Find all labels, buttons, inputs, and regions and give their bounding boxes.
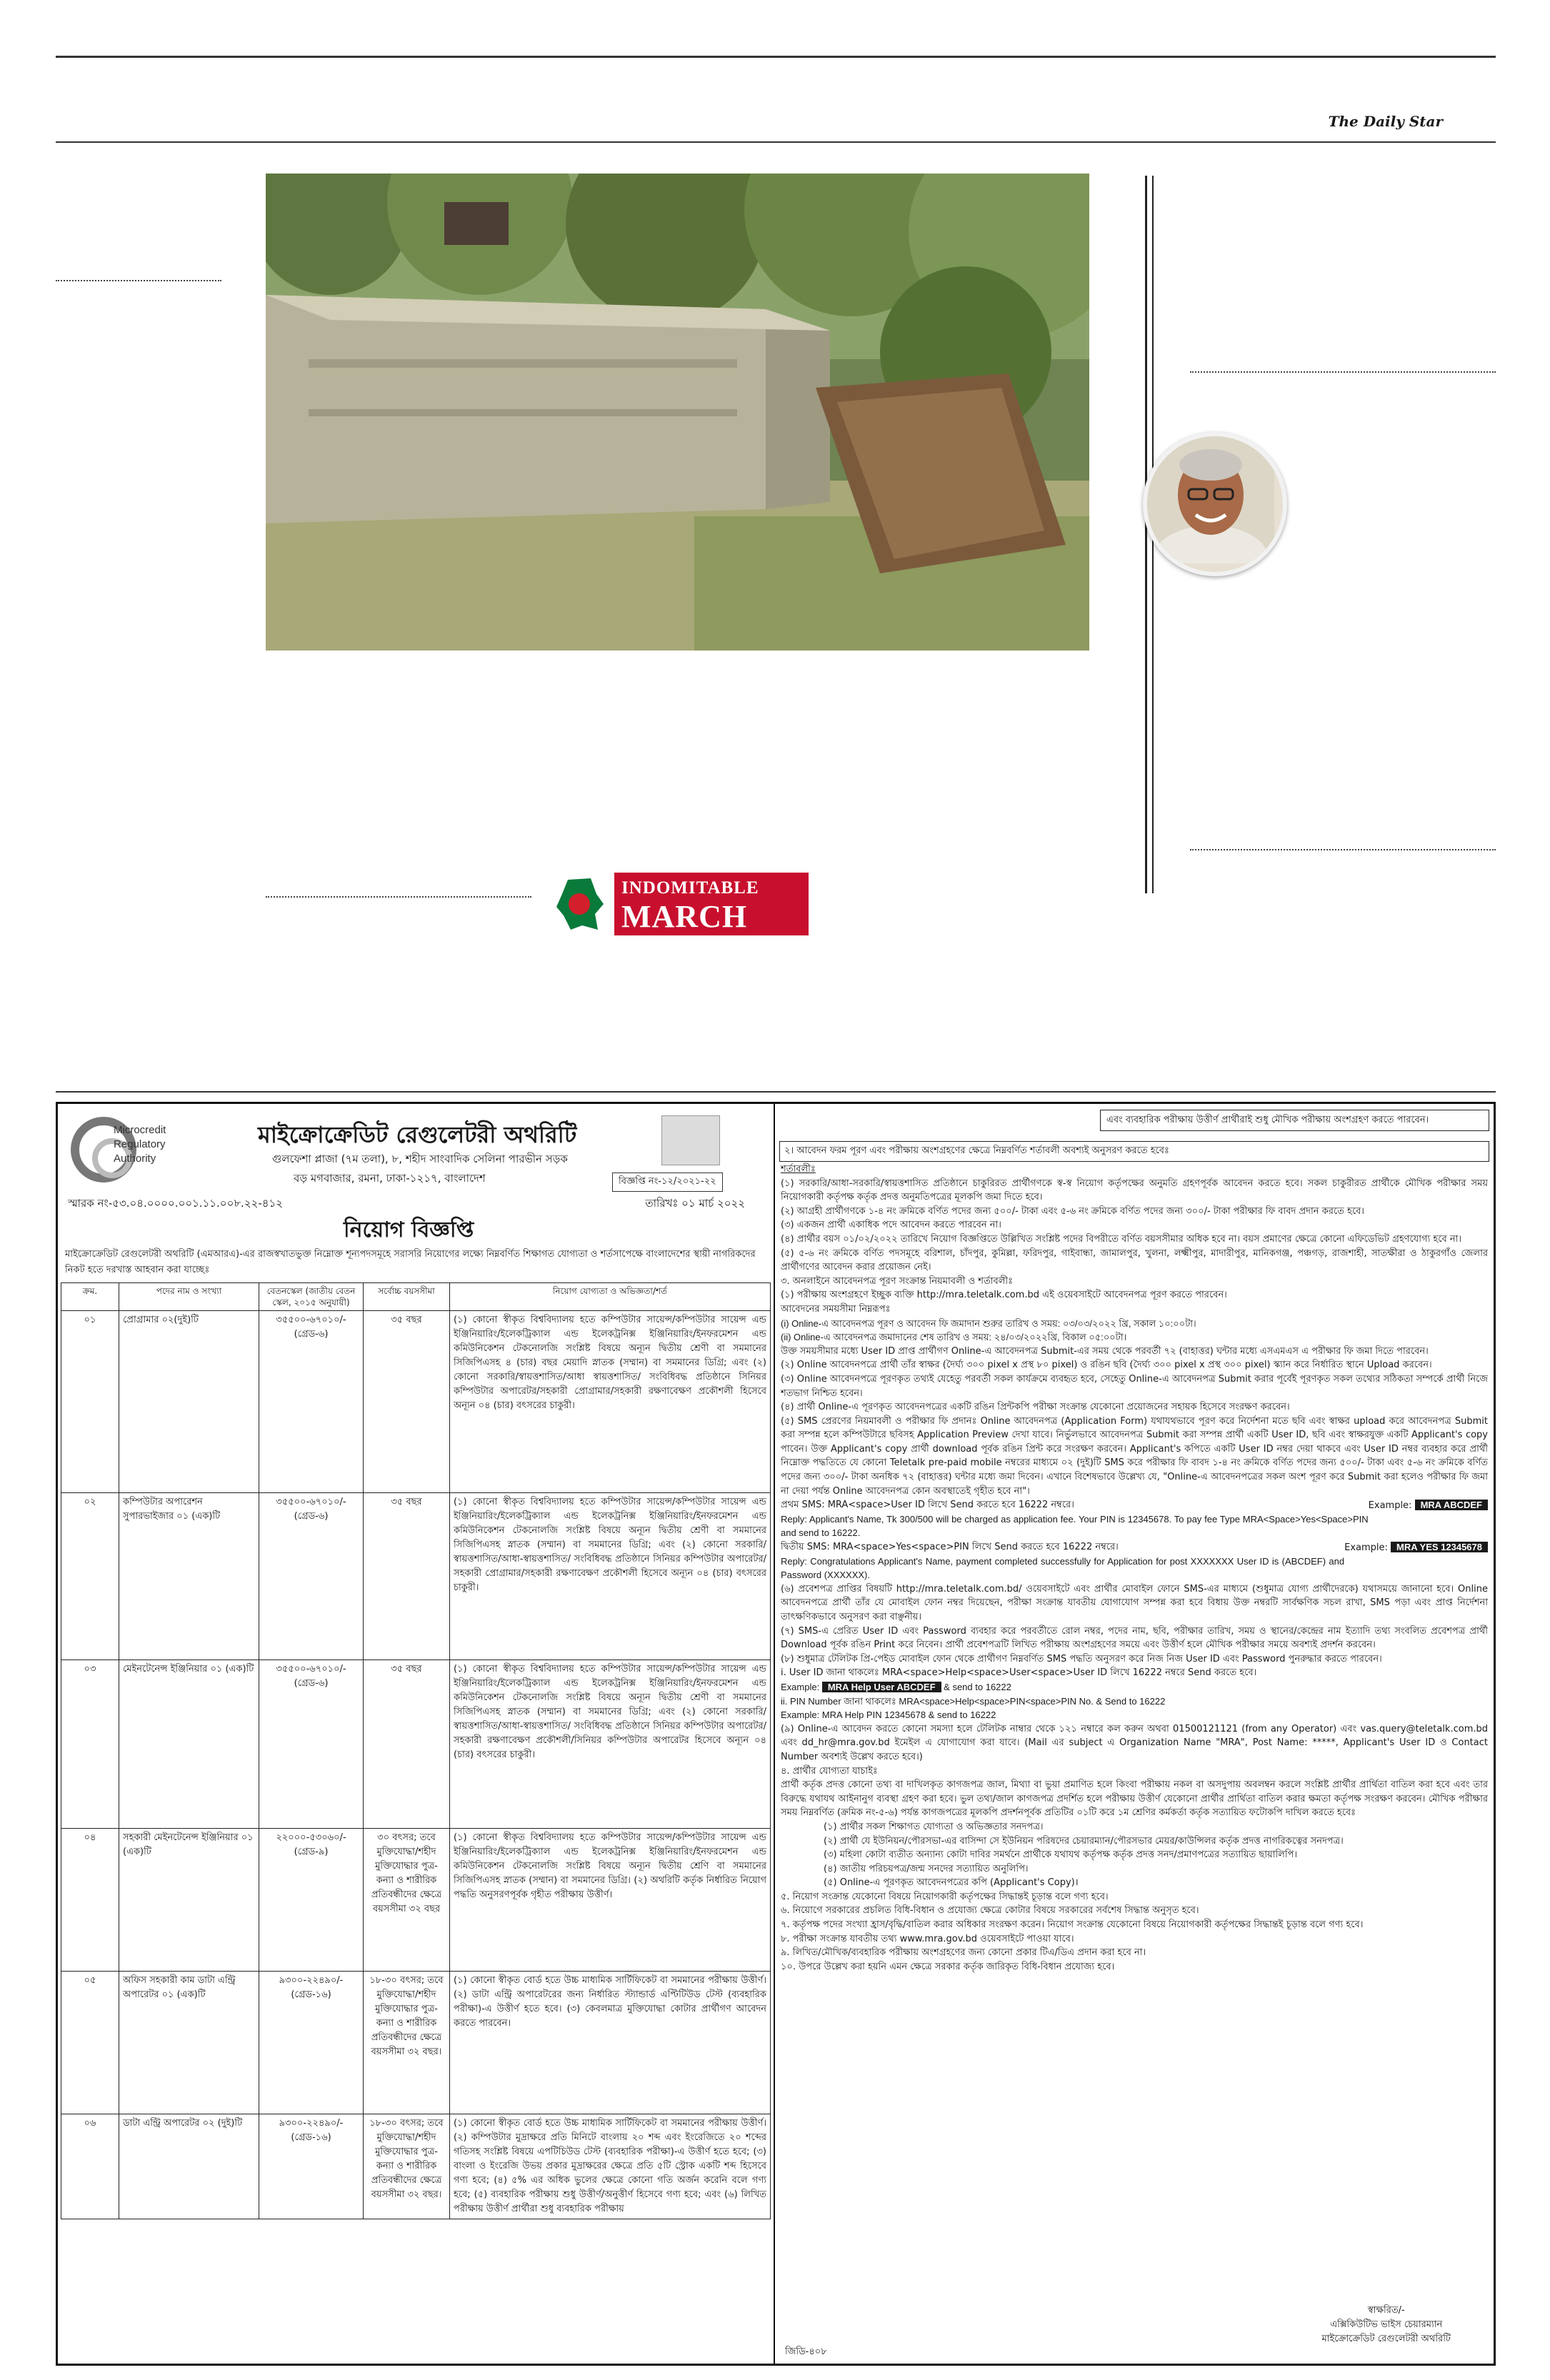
table-row: ০১ প্রোগ্রামার ০২(দুই)টি ৩৫৫০০-৬৭০১০/- (গ্রেড-৬) ৩৫ বছর (১) কোনো স্বীকৃত বিশ্ববিদ্যালয় হতে কম্পিউটার সায়েন্স/কম্পিউটার সায়েন্স এন্ড ইঞ্জিনিয়ারিং/ইলেকট্রিক্যাল এন্ড ইলেকট্রনিক্স ইঞ্জিনিয়ারিং/ইনফরমেশন এন্ড কমিউনিকেশন টেকনোলজি সংশ্লিষ্ট বিষয়ে অন্যূন দ্বিতীয় শ্রেণী বা সমমানের সিজিপিএসহ ৪ (চার) বছর মেয়াদি স্নাতক (সম্মান) বা সমমানের ডিগ্রি; এবং (২) কোনো সরকারি/স্বায়ত্তশাসিত/আধা স্বায়ত্তশাসিত/ সংবিধিবদ্ধ প্রতিষ্ঠানে সিনিয়র কম্পিউটার অপারেটর/সহকারী প্রোগ্রামার/সহকারী রক্ষণাবেক্ষণ প্রকৌশলী হিসেবে অন্যূন ০৪ (চার) বৎসরের চাকুরী। (61, 1311, 771, 1493)
condition-item: ৬. নিয়োগে সরকারের প্রচলিত বিধি-বিধান ও প্রযোজ্য ক্ষেত্রে কোটার বিষয়ে সরকারের সর্বশেষ সিদ্ধান্ত অনুসৃত হবে। (781, 1905, 1199, 1917)
org-address-1: গুলফেশা প্লাজা (৭ম তলা), ৮, শহীদ সাংবাদিক সেলিনা পারভীন সড়ক (272, 1153, 568, 1165)
conditions-title: শর্তাবলীঃ (781, 1164, 816, 1175)
condition-item: (i) Online-এ আবেদনপত্র পূরণ ও আবেদন ফি জমাদান শুরুর তারিখ ও সময়: ০৩/০৩/২০২২ খ্রি, সকাল ১০:০০টা। (781, 1317, 1196, 1329)
sms-2-text: দ্বিতীয় SMS: MRA<space>Yes<space>PIN লিখে Send করতে হবে 16222 নম্বরে। (781, 1542, 1119, 1553)
signature-line-1: স্বাক্ষরিত/- (1367, 2305, 1405, 2316)
notice-date: তারিখঃ ০১ মার্চ ২০২২ (645, 1197, 745, 1210)
signature-line-2: এক্সিকিউটিভ ভাইস চেয়ারম্যান (1330, 2319, 1443, 2330)
sms-2-example: MRA YES 12345678 (1391, 1542, 1488, 1552)
table-row: ০৪ সহকারী মেইনটেনেন্স ইঞ্জিনিয়ার ০১ (এক)টি ২২০০০-৫৩০৬০/- (গ্রেড-৯) ৩০ বৎসর; তবে মুক্তিযোদ্ধা/শহীদ মুক্তিযোদ্ধার পুত্র-কন্যা ও শারীরিক প্রতিবন্ধীদের ক্ষেত্রে বয়সসীমা ৩২ বছর (১) কোনো স্বীকৃত বিশ্ববিদ্যালয় হতে কম্পিউটার সায়েন্স/কম্পিউটার সায়েন্স এন্ড ইঞ্জিনিয়ারিং/ইলেকট্রিক্যাল এন্ড ইলেকট্রনিক্স ইঞ্জিনিয়ারিং/ইনফরমেশন এন্ড কমিউনিকেশন টেকনোলজি সংশ্লিষ্ট বিষয়ে অন্যূন দ্বিতীয় শ্রেণি বা সমমানের সিজিপিএসহ স্নাতক (সম্মান) বা সমমানের ডিগ্রি। (২) অথরিটি কর্তৃক নির্ধারিত নিয়োগ পদ্ধতি অনুসরণপূর্বক গৃহীত পরীক্ষায় উত্তীর্ণ। (61, 1829, 771, 1972)
masthead: The Daily Star (1328, 113, 1443, 130)
memo-number: স্মারক নং-৫৩.০৪.০০০০.০০১.১১.০০৮.২২-৪১২ (68, 1197, 283, 1210)
masthead-rule (56, 141, 1496, 143)
condition-item: (৬) প্রবেশপত্র প্রাপ্তির বিষয়টি http://mra.teletalk.com.bd/ ওয়েবসাইটে এবং প্রার্থীর মোবাইল ফোনে SMS-এর মাধ্যমে (শুধুমাত্র যোগ্য প্রার্থীদেরকে) যথাসময়ে জানানো হবে। Online আবেদনপত্রে প্রার্থী তাঁর যে মোবাইল ফোন নম্বর দিয়েছেন, পরীক্ষা সংক্রান্ত যাবতীয় যোগাযোগ সম্পন্ন করা হবে বিধায় উক্ত নম্বরটি সার্বক্ষণিক সচল রাখা, SMS পড়া এবং প্রাপ্ত নির্দেশনা তাৎক্ষণিকভাবে অনুসরণ করা বাঞ্ছনীয়। (781, 1583, 1488, 1622)
mra-logo (71, 1117, 214, 1195)
condition-item: (২) Online আবেদনপত্রে প্রার্থী তাঁর স্বাক্ষর (দৈর্ঘ্য ৩০০ pixel x প্রস্থ ৮০ pixel) ও রঙিন ছবি (দৈর্ঘ্য ৩০০ pixel x প্রস্থ ৩০০ pixel) স্ক্যান করে নির্ধারিত স্থানে Upload করবেন। (781, 1360, 1432, 1371)
col-header-req: নিয়োগ যোগ্যতা ও অভিজ্ঞতা/শর্ত (450, 1283, 771, 1311)
help-1-label: Example: (781, 1681, 820, 1692)
condition-item: (ii) Online-এ আবেদনপত্র জমাদানের শেষ তারিখ ও সময়: ২৪/০৩/২০২২খ্রি, বিকাল ০৫:০০টা। (781, 1332, 1127, 1343)
condition-item: প্রার্থী কর্তৃক প্রদত্ত কোনো তথ্য বা দাখিলকৃত কাগজপত্র জাল, মিথ্যা বা ভুয়া প্রমাণিত হলে কিংবা পরীক্ষায় নকল বা অসদুপায় অবলম্বন করলে সংশ্লিষ্ট প্রার্থীর প্রার্থিতা বাতিল করা হবে এবং তার বিরুদ্ধে যথাযথ আইনানুগ ব্যবস্থা গ্রহণ করা হবে। ভুল তথ্য/জাল কাগজপত্র প্রদর্শিত হলে পরীক্ষায় উত্তীর্ণ যেকোনো প্রার্থীর প্রার্থিতা বাতিল করার ক্ষমতা কর্তৃপক্ষ সংরক্ষণ করবেন। মৌখিক পরীক্ষার সময় নিম্নবর্ণিত (ক্রমিক নং-৫-৬) পর্যন্ত কাগজপত্রের মূলকপি প্রদর্শনপূর্বক প্রতিটির ০১টি করে ১ম শ্রেণির কর্মকর্তা কর্তৃক সত্যায়িত ফটোকপি দাখিল করতে হবেঃ (781, 1779, 1488, 1819)
condition-item: ৩. অনলাইনে আবেদনপত্র পূরণ সংক্রান্ত নিয়মাবলী ও শর্তাবলীঃ (781, 1275, 1014, 1287)
logo-line-2: MARCH (621, 899, 748, 934)
condition-item: ৫. নিয়োগ সংক্রান্ত যেকোনো বিষয়ে নিয়োগকারী কর্তৃপক্ষের সিদ্ধান্তই চূড়ান্ত বলে গণ্য হবে। (781, 1891, 1109, 1902)
table-row: ০৬ ডাটা এন্ট্রি অপারেটর ০২ (দুই)টি ৯৩০০-২২৪৯০/- (গ্রেড-১৬) ১৮-৩০ বৎসর; তবে মুক্তিযোদ্ধা/শহীদ মুক্তিযোদ্ধার পুত্র-কন্যা ও শারীরিক প্রতিবন্ধীদের ক্ষেত্রে বয়সসীমা ৩২ বছর। (১) কোনো স্বীকৃত বোর্ড হতে উচ্চ মাধ্যমিক সার্টিফিকেট বা সমমানের পরীক্ষায় উত্তীর্ণ। (২) কম্পিউটার মুদ্রাক্ষরে প্রতি মিনিটে বাংলায় ২০ শব্দ এবং ইংরেজিতে ২০ শব্দের গতিসহ সংশ্লিষ্ট বিষয়ে এপটিচিউড টেস্ট (ব্যবহারিক পরীক্ষা)-এ উত্তীর্ণ হতে হবে; (৩) বাংলা ও ইংরেজি উভয় প্রকার মুদ্রাক্ষরের ক্ষেত্রে প্রতি ৫টি স্ট্রোক একটি শব্দ হিসেবে গণ্য হবে; (৪) ৫% এর অধিক ভুলের ক্ষেত্রে কোনো গতি অর্জন করেনি বলে গণ্য হবে; (৫) ব্যবহারিক পরীক্ষায় শুধু উত্তীর্ণ/অনুত্তীর্ণ হিসেবে গণ্য হবে; এবং (৬) লিখিত পরীক্ষায় উত্তীর্ণ প্রার্থীরা শুধু ব্যবহারিক পরীক্ষায় (61, 2114, 771, 2219)
signature-block (1321, 2304, 1451, 2346)
wall-photo-illustration (266, 174, 1089, 651)
sms-2-reply: Reply: Congratulations Applicant's Name, payment completed successfully for Application for post XXXXXXX User ID is (ABCDEF) and Password (XXXXXX). (781, 1555, 1345, 1581)
sms-1-example-label: Example: (1368, 1500, 1412, 1512)
sms-1-reply: Reply: Applicant's Name, Tk 300/500 will be charged as application fee. Your PIN is 12345678. To pay fee Type MRA<Space>Yes<Space>PIN and send to 16222. (781, 1513, 1369, 1539)
condition-item: (১) পরীক্ষায় অংশগ্রহণে ইচ্ছুক ব্যক্তি http://mra.teletalk.com.bd এই ওয়েবসাইটে আবেদনপত্র পূরণ করতে পারবেন। (781, 1290, 1227, 1301)
help-1-example: MRA Help User ABCDEF (822, 1682, 941, 1692)
table-row: ০৫ অফিস সহকারী কাম ডাটা এন্ট্রি অপারেটর ০১ (এক)টি ৯৩০০-২২৪৯০/- (গ্রেড-১৬) ১৮-৩০ বৎসর; তবে মুক্তিযোদ্ধা/শহীদ মুক্তিযোদ্ধার পুত্র-কন্যা ও শারীরিক প্রতিবন্ধীদের ক্ষেত্রে বয়সসীমা ৩২ বছর। (১) কোনো স্বীকৃত বোর্ড হতে উচ্চ মাধ্যমিক সার্টিফিকেট বা সমমানের পরীক্ষায় উত্তীর্ণ। (২) ডাটা এন্ট্রি অপারেটরের জন্য নির্ধারিত স্ট্যান্ডার্ড এপ্টিটিউড টেস্ট (ব্যবহারিক পরীক্ষা)-এ উত্তীর্ণ হতে হবে। (৩) কেবলমাত্র মুক্তিযোদ্ধা কোটার প্রার্থীগণ আবেদন করতে পারবেন। (61, 1972, 771, 2114)
logo-line-1: INDOMITABLE (621, 878, 759, 898)
notice-intro: মাইক্রোক্রেডিট রেগুলেটরী অথরিটি (এমআরএ)-এর রাজস্বখাতভুক্ত নিম্নোক্ত শূন্যপদসমূহে সরাসরি নিয়োগের লক্ষ্যে নিম্নবর্ণিত শিক্ষাগত যোগ্যতা ও শর্তসাপেক্ষে বাংলাদেশের স্থায়ী নাগরিকদের নিকট হতে দরখাস্ত আহবান করা যাচ্ছেঃ (65, 1249, 756, 1275)
right-dotted-rule-1 (1190, 371, 1496, 373)
table-row: ০২ কম্পিউটার অপারেশন সুপারভাইজার ০১ (এক)টি ৩৫৫০০-৬৭০১০/- (গ্রেড-৬) ৩৫ বছর (১) কোনো স্বীকৃত বিশ্ববিদ্যালয় হতে কম্পিউটার সায়েন্স/কম্পিউটার সায়েন্স এন্ড ইঞ্জিনিয়ারিং/ইলেকট্রিক্যাল এন্ড ইলেকট্রনিক্স ইঞ্জিনিয়ারিং/ইনফরমেশন এন্ড কমিউনিকেশন টেকনোলজি সংশ্লিষ্ট বিষয়ে অন্যূন দ্বিতীয় শ্রেণী বা সমমানের সিজিপিএসহ স্নাতক (সম্মান) বা সমমানের ডিগ্রি; এবং (২) কোনো সরকারি/স্বায়ত্তশাসিত/আধা-স্বায়ত্তশাসিত/ সংবিধিবদ্ধ প্রতিষ্ঠানে সিনিয়র কম্পিউটার অপারেটর/সহকারী প্রোগ্রামার/সহকারী রক্ষণাবেক্ষণ প্রকৌশলী হিসেবে অন্যূন ০৪ (চার) বৎসরের চাকুরী। (61, 1493, 771, 1660)
condition-item: (৪) প্রার্থীর বয়স ০১/০২/২০২২ তারিখে নিয়োগ বিজ্ঞপ্তিতে উল্লিখিত সংশ্লিষ্ট পদের বিপরীতে বর্ণিত বয়সসীমার অধিক হবে না। বয়স প্রমাণের ক্ষেত্রে কোনো এফিডেভিট গ্রহণযোগ্য হবে না। (781, 1233, 1462, 1245)
condition-item: উক্ত সময়সীমার মধ্যে User ID প্রাপ্ত প্রার্থীগণ Online-এ আবেদনপত্র Submit-এর সময় থেকে পরবর্তী ৭২ (বাহাত্তর) ঘন্টার মধ্যে এসএমএস এ পরীক্ষার ফি জমা দিতে পারবেন। (781, 1345, 1429, 1357)
col-header-scale: বেতনস্কেল (জাতীয় বেতন স্কেল, ২০১৫ অনুযায়ী) (259, 1283, 364, 1311)
ad-right-panel (775, 1104, 1494, 2364)
condition-item: (১) প্রার্থীর সকল শিক্ষাগত যোগ্যতা ও অভিজ্ঞতার সনদপত্র। (824, 1821, 1044, 1832)
top-rule (56, 56, 1496, 58)
condition-item: ৯. লিখিত/মৌখিক/ব্যবহারিক পরীক্ষায় অংশগ্রহণের জন্য কোনো প্রকার টিএ/ডিএ প্রদান করা হবে না। (781, 1947, 1146, 1959)
col-header-sl: ক্রম. (61, 1283, 119, 1311)
indomitable-march-logo (546, 873, 809, 935)
right-dotted-rule-2 (1190, 849, 1496, 850)
condition-item: (৫) SMS প্রেরণের নিয়মাবলী ও পরীক্ষার ফি প্রদানঃ Online আবেদনপত্র (Application Form) যথাযথভাবে পূরণ করে নির্দেশনা মতে ছবি এবং স্বাক্ষর upload করে আবেদনপত্র Submit করা সম্পন্ন হলে কম্পিউটারে ছবিসহ Application Preview দেখা যাবে। নির্ভুলভাবে আবেদনপত্র Submit করা সম্পন্ন প্রার্থী একটি User ID, ছবি এবং স্বাক্ষরযুক্ত একটি Applicant's copy পাবেন। উক্ত Applicant's copy প্রার্থী download পূর্বক রঙিন প্রিন্ট করে সংরক্ষণ করবেন। Applicant's কপিতে একটি User ID নম্বর দেয়া থাকবে এবং User ID নম্বর ব্যবহার করে প্রার্থী নিম্নোক্ত পদ্ধতিতে যে কোনো Teletalk pre-paid mobile নম্বরের মাধ্যমে ০২ (দুই)টি SMS করে পরীক্ষার ফি বাবদ ১-৪ নং ক্রমিকে বর্ণিত পদের জন্য ৫০০/- টাকা এবং ৫-৬ নং ক্রমিকে বর্ণিত পদের জন্য ৩০০/- টাকা অনধিক ৭২ (বাহাত্তর) ঘন্টার মধ্যে জমা দিবেন। এখানে বিশেষভাবে উল্লেখ্য যে, "Online-এ আবেদনপত্রের সকল অংশ পূরণ করে Submit করা হলেও পরীক্ষার ফি জমা না দেয়া পর্যন্ত Online আবেদনপত্র কোন অবস্থাতেই গৃহীত হবে না"। (781, 1415, 1488, 1497)
org-title: মাইক্রোক্রেডিট রেগুলেটরী অথরিটি (258, 1121, 577, 1148)
signature-line-3: মাইক্রোক্রেডিট রেগুলেটরী অথরিটি (1321, 2334, 1451, 2344)
sms-2-line (781, 1540, 1488, 1555)
map-illustration (546, 873, 614, 935)
table-header-row (61, 1283, 771, 1311)
mujib-centenary-logo (661, 1115, 720, 1165)
help-1-suffix: & send to 16222 (944, 1681, 1011, 1692)
help-1-line (781, 1680, 1488, 1694)
condition-item: i. User ID জানা থাকলেঃ MRA<space>Help<space>User<space>User ID লিখে 16222 নম্বরে Send করতে হবে। (781, 1667, 1257, 1679)
posts-table (61, 1282, 771, 2219)
col-header-post: পদের নাম ও সংখ্যা (119, 1283, 259, 1311)
bangladesh-map-icon (546, 873, 614, 935)
portrait-illustration (1147, 436, 1274, 563)
ad-top-rule (56, 1091, 1496, 1093)
ad-left-panel (58, 1104, 775, 2364)
gd-number: জিডি-৪০৮ (785, 2346, 827, 2357)
org-address-2: বড় মগবাজার, রমনা, ঢাকা-১২১৭, বাংলাদেশ (294, 1172, 486, 1185)
sms-1-example: MRA ABCDEF (1415, 1500, 1488, 1510)
notice-number: বিজ্ঞপ্তি নং-১২/২০২১-২২ (612, 1173, 723, 1192)
condition-item: (৩) একজন প্রার্থী একাধিক পদে আবেদন করতে পারবেন না। (781, 1220, 1001, 1231)
condition-item: ১০. উপরে উল্লেখ করা হয়নি এমন ক্ষেত্রে সরকার কর্তৃক জারিকৃত বিধি-বিধান প্রযোজ্য হবে। (781, 1961, 1115, 1972)
condition-item: আবেদনের সময়সীমা নিম্নরূপঃ (781, 1303, 891, 1315)
mra-logo-text-1: Microcredit (114, 1124, 166, 1136)
left-dotted-rule-1 (56, 280, 221, 281)
condition-item: (৫) ৫-৬ নং ক্রমিকে বর্ণিত পদসমূহে বরিশাল, চাঁদপুর, কুমিল্লা, ফরিদপুর, গাইবান্ধা, জামালপুর, খুলনা, লক্ষ্মীপুর, মাদারীপুর, মানিকগঞ্জ, পঞ্চগড়, রাজশাহী, সাতক্ষীরা ও ঠাকুরগাঁও জেলার প্রার্থীগণের আবেদন করার প্রয়োজন নেই। (781, 1247, 1488, 1273)
condition-item: (৫) Online-এ পূরণকৃত আবেদনপত্রের কপি (Applicant's Copy)। (824, 1877, 1079, 1889)
practical-exam-note: এবং ব্যবহারিক পরীক্ষায় উত্তীর্ণ প্রার্থীরাই শুধু মৌখিক পরীক্ষায় অংশগ্রহণ করতে পারবেন। (1100, 1110, 1489, 1131)
col-header-age: সর্বোচ্চ বয়সসীমা (364, 1283, 450, 1311)
help-2-example: Example: MRA Help PIN 12345678 & send to 16222 (781, 1709, 996, 1721)
condition-item: (৪) জাতীয় পরিচয়পত্র/জন্ম সনদের সত্যায়িত অনুলিপি। (824, 1863, 1029, 1874)
condition-item: (৩) Online আবেদনপত্রে পূরণকৃত তথ্যই যেহেতু পরবর্তী সকল কার্যক্রমে ব্যবহৃত হবে, সেহেতু Online-এ আবেদনপত্র Submit করার পূর্বেই পূরণকৃত সকল তথ্যের সঠিকতা সম্পর্কে প্রার্থী নিজে শতভাগ নিশ্চিত হবেন। (781, 1373, 1488, 1399)
condition-item: (২) প্রার্থী যে ইউনিয়ন/পৌরসভা-এর বাসিন্দা সে ইউনিয়ন পরিষদের চেয়ারম্যান/পৌরসভার মেয়র/কাউন্সিলর কর্তৃক প্রদত্ত নাগরিকত্বের সনদপত্র। (824, 1835, 1344, 1847)
sms-1-line (781, 1498, 1488, 1512)
help-2-line: ii. PIN Number জানা থাকলেঃ MRA<space>Help<space>PIN<space>PIN No. & Send to 16222 (781, 1695, 1166, 1707)
conditions-intro: ২। আবেদন ফরম পূরণ এবং পরীক্ষায় অংশগ্রহণের ক্ষেত্রে নিম্নবর্ণিত শর্তাবলী অবশ্যই অনুসরণ করতে হবেঃ (779, 1141, 1489, 1162)
mra-logo-text-3: Authority (114, 1153, 156, 1165)
condition-item: (৯) Online-এ আবেদন করতে কোনো সমস্যা হলে টেলিটক নাম্বার থেকে ১২১ নম্বারে কল করুন অথবা 01500121121 (from any Operator) এবং vas.query@teletalk.com.bd এবং dd_hr@mra.gov.bd ইমেইল এ যোগাযোগ করা যাবে। (Mail এর subject এ Organization Name "MRA", Post Name: *****, Applicant's User ID ও Contact Number অবশ্যই উল্লেখ করতে হবে।) (781, 1723, 1488, 1762)
column-divider-1 (1145, 176, 1147, 893)
mra-logo-text-2: Regulatory (114, 1138, 166, 1150)
left-dotted-rule-2 (266, 896, 531, 898)
condition-item: ৮. পরীক্ষা সংক্রান্ত যাবতীয় তথ্য www.mra.gov.bd ওয়েবসাইটে পাওয়া যাবে। (781, 1933, 1074, 1944)
columnist-portrait (1143, 432, 1287, 576)
table-row: ০৩ মেইনটেনেন্স ইঞ্জিনিয়ার ০১ (এক)টি ৩৫৫০০-৬৭০১০/- (গ্রেড-৬) ৩৫ বছর (১) কোনো স্বীকৃত বিশ্ববিদ্যালয় হতে কম্পিউটার সায়েন্স/কম্পিউটার সায়েন্স এন্ড ইঞ্জিনিয়ারিং/ইলেকট্রিক্যাল এন্ড ইলেকট্রনিক্স ইঞ্জিনিয়ারিং/ইনফরমেশন এন্ড কমিউনিকেশন টেকনোলজি সংশ্লিষ্ট বিষয়ে অন্যূন দ্বিতীয় শ্রেণী বা সমমানের সিজিপিএসহ স্নাতক (সম্মান) বা সমমানের ডিগ্রি; এবং (২) কোনো সরকারি/স্বায়ত্তশাসিত/আধা-স্বায়ত্তশাসিত/ সংবিধিবদ্ধ প্রতিষ্ঠানে সিনিয়র কম্পিউটার অপারেটর/সহকারী রক্ষণাবেক্ষণ প্রকৌশলী/সিনিয়র কম্পিউটার অপারেটর হিসেবে অন্যূন ০৪ (চার) বৎসরের চাকুরী। (61, 1660, 771, 1829)
condition-item: (৪) প্রার্থী Online-এ পূরণকৃত আবেদনপত্রের একটি রঙিন প্রিন্টকপি পরীক্ষা সংক্রান্ত যেকোনো প্রয়োজনের সহায়ক হিসেবে সংরক্ষণ করবেন। (781, 1402, 1290, 1413)
condition-item: ৪. প্রার্থীর যোগ্যতা যাচাইঃ (781, 1765, 878, 1777)
notice-title: নিয়োগ বিজ্ঞপ্তি (344, 1217, 474, 1242)
condition-item: (৭) SMS-এ প্রেরিত User ID এবং Password ব্যবহার করে পরবর্তীতে রোল নম্বর, পদের নাম, ছবি, পরীক্ষার তারিখ, সময় ও স্থানের/কেন্দ্রের নাম ইত্যাদি তথ্য সংবলিত প্রবেশপত্র প্রার্থী Download পূর্বক রঙিন Print করে নিবেন। প্রার্থী প্রবেশপত্রটি লিখিত পরীক্ষায় অংশগ্রহণের সময়ে এবং উত্তীর্ণ হলে মৌখিক পরীক্ষার সময়ে অবশ্যই প্রদর্শন করবেন। (781, 1625, 1488, 1651)
sms-2-example-label: Example: (1344, 1542, 1388, 1554)
condition-item: ৭. কর্তৃপক্ষ পদের সংখ্যা হ্রাস/বৃদ্ধি/বাতিল করার অধিকার সংরক্ষণ করেন। নিয়োগ সংক্রান্ত যেকোনো বিষয়ে নিয়োগকারী কর্তৃপক্ষের সিদ্ধান্তই চূড়ান্ত বলে গণ্য হবে। (781, 1919, 1364, 1931)
condition-item: (১) সরকারি/আধা-সরকারি/স্বায়ত্তশাসিত প্রতিষ্ঠানে চাকুরিরত প্রার্থীগণকে স্ব-স্ব নিয়োগ কর্তৃপক্ষের অনুমতি গ্রহণপূর্বক আবেদন করতে হবে। সকল চাকুরীরত প্রার্থীকে মৌখিক পরীক্ষার সময় নিয়োগকারী কর্তৃপক্ষ কর্তৃক প্রদত্ত অনুমতিপত্রের মূলকপি জমা দিতে হবে। (781, 1178, 1488, 1203)
condition-item: (৮) শুধুমাত্র টেলিটক প্রি-পেইড মোবাইল ফোন থেকে প্রার্থীগণ নিম্নবর্ণিত SMS পদ্ধতি অনুসরণ করে নিজ নিজ User ID এবং Password পুনরুদ্ধার করতে পারবেন। (781, 1653, 1382, 1665)
sms-1-text: প্রথম SMS: MRA<space>User ID লিখে Send করতে হবে 16222 নম্বরে। (781, 1500, 1074, 1511)
conditions-body (781, 1163, 1488, 1974)
job-advertisement (56, 1102, 1496, 2366)
condition-item: (৩) মহিলা কোটা ব্যতীত অন্যান্য কোটা দাবির সমর্থনে প্রার্থীকে যথাযথ কর্তৃপক্ষ কর্তৃক প্রদত্ত সনদ/প্রমাণপত্রের সত্যায়িত ছায়ালিপি। (824, 1849, 1298, 1861)
news-photo (266, 174, 1089, 651)
condition-item: (২) আগ্রহী প্রার্থীগণকে ১-৪ নং ক্রমিকে বর্ণিত পদের জন্য ৫০০/- টাকা এবং ৫-৬ নং ক্রমিকে বর্ণিত পদের জন্য ৩০০/- টাকা পরীক্ষার ফি বাবদ প্রদান করতে হবে। (781, 1205, 1364, 1217)
